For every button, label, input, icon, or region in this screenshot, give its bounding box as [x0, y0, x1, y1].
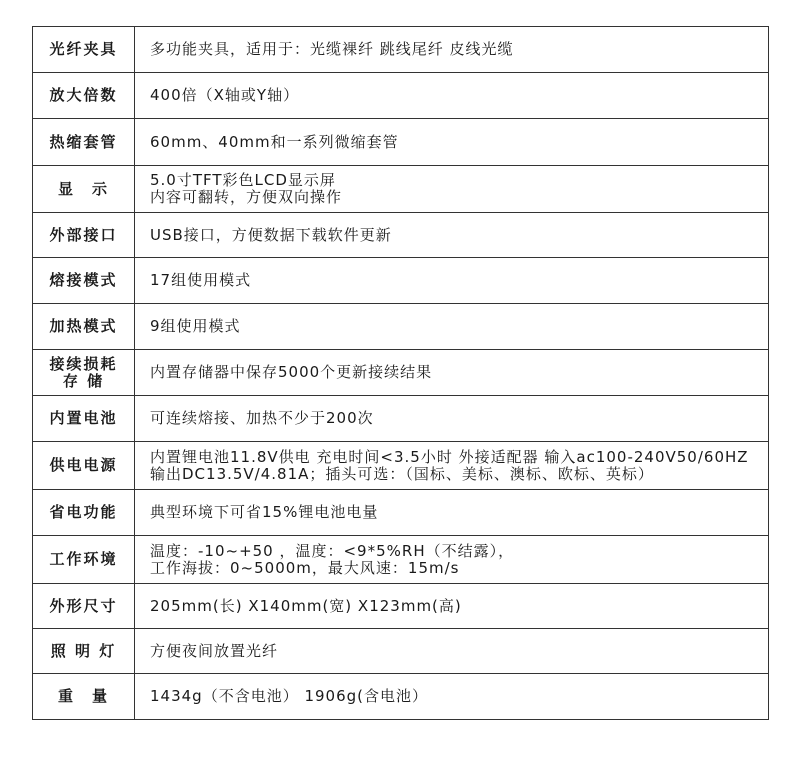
spec-value [135, 73, 769, 119]
spec-label-line: 放大倍数 [49, 86, 118, 104]
spec-label [33, 396, 135, 442]
spec-label [33, 536, 135, 584]
spec-value [135, 442, 769, 490]
spec-value [135, 396, 769, 442]
spec-value [135, 304, 769, 350]
spec-value-line: 可连续熔接、加热不少于200次 [150, 409, 374, 427]
spec-value-line: 1434g（不含电池） 1906g(含电池） [150, 687, 429, 705]
spec-value-line: 内容可翻转，方便双向操作 [150, 188, 343, 206]
spec-row [33, 674, 769, 720]
spec-row [33, 119, 769, 166]
spec-label-line: 省电功能 [49, 503, 118, 521]
spec-label-line: 工作环境 [49, 550, 118, 568]
spec-row [33, 584, 769, 629]
spec-label [33, 629, 135, 674]
spec-label-line: 照 明 灯 [50, 641, 117, 660]
spec-value [135, 119, 769, 166]
spec-value [135, 350, 769, 396]
spec-value-line: 工作海拔：0~5000m，最大风速：15m/s [150, 558, 460, 577]
spec-label-line: 加热模式 [49, 317, 118, 335]
spec-row [33, 213, 769, 258]
spec-label-line: 外形尺寸 [49, 596, 118, 615]
spec-row [33, 304, 769, 350]
spec-value-line: 60mm、40mm和一系列微缩套管 [150, 132, 399, 151]
spec-label [33, 73, 135, 119]
spec-value [135, 258, 769, 304]
spec-label-line: 光纤夹具 [49, 40, 118, 58]
spec-row [33, 536, 769, 584]
spec-label-line: 存 储 [62, 371, 105, 390]
spec-label [33, 490, 135, 536]
spec-row [33, 350, 769, 396]
spec-label [33, 304, 135, 350]
spec-label-line: 热缩套管 [49, 132, 118, 151]
spec-value-line: 9组使用模式 [150, 317, 241, 335]
spec-value [135, 166, 769, 213]
spec-row [33, 396, 769, 442]
spec-value [135, 490, 769, 536]
spec-label-line: 外部接口 [49, 225, 118, 244]
spec-table-body [33, 27, 769, 720]
spec-label [33, 27, 135, 73]
spec-value-line: 205mm(长) X140mm(宽) X123mm(高) [150, 596, 462, 615]
spec-value-line: 温度：-10~+50 ，温度：<9*5%RH（不结露）， [150, 541, 515, 560]
spec-label [33, 213, 135, 258]
spec-value-line: 17组使用模式 [150, 271, 252, 289]
spec-label [33, 258, 135, 304]
spec-row [33, 73, 769, 119]
spec-label [33, 350, 135, 396]
spec-row [33, 490, 769, 536]
spec-value [135, 674, 769, 720]
spec-value-line: 典型环境下可省15%锂电池电量 [150, 503, 379, 521]
spec-value [135, 27, 769, 73]
spec-value-line: USB接口，方便数据下载软件更新 [150, 225, 392, 244]
spec-label [33, 442, 135, 490]
spec-value-line: 内置锂电池11.8V供电 充电时间<3.5小时 外接适配器 输入ac100-240V50/60HZ [150, 447, 749, 466]
spec-label [33, 584, 135, 629]
spec-value-line: 输出DC13.5V/4.81A；插头可选：（国标、美标、澳标、欧标、英标） [150, 464, 654, 483]
spec-row [33, 27, 769, 73]
spec-label-line: 内置电池 [49, 409, 118, 427]
spec-row [33, 166, 769, 213]
spec-value-line: 方便夜间放置光纤 [150, 641, 279, 660]
spec-value-line: 5.0寸TFT彩色LCD显示屏 [150, 171, 336, 189]
spec-value [135, 213, 769, 258]
spec-label [33, 674, 135, 720]
spec-row [33, 442, 769, 490]
spec-label-line: 显 示 [57, 179, 109, 198]
spec-label [33, 119, 135, 166]
spec-row [33, 629, 769, 674]
spec-label-line: 重 量 [57, 687, 109, 705]
spec-label-line: 供电电源 [49, 456, 118, 474]
spec-value [135, 536, 769, 584]
spec-value [135, 584, 769, 629]
spec-row [33, 258, 769, 304]
spec-value-line: 400倍（X轴或Y轴） [150, 86, 300, 104]
spec-label-line: 接续损耗 [49, 354, 118, 373]
spec-label [33, 166, 135, 213]
spec-value [135, 629, 769, 674]
spec-label-line: 熔接模式 [49, 271, 118, 289]
spec-value-line: 多功能夹具，适用于：光缆裸纤 跳线尾纤 皮线光缆 [150, 40, 514, 58]
spec-value-line: 内置存储器中保存5000个更新接续结果 [150, 363, 433, 381]
spec-table [32, 26, 769, 720]
